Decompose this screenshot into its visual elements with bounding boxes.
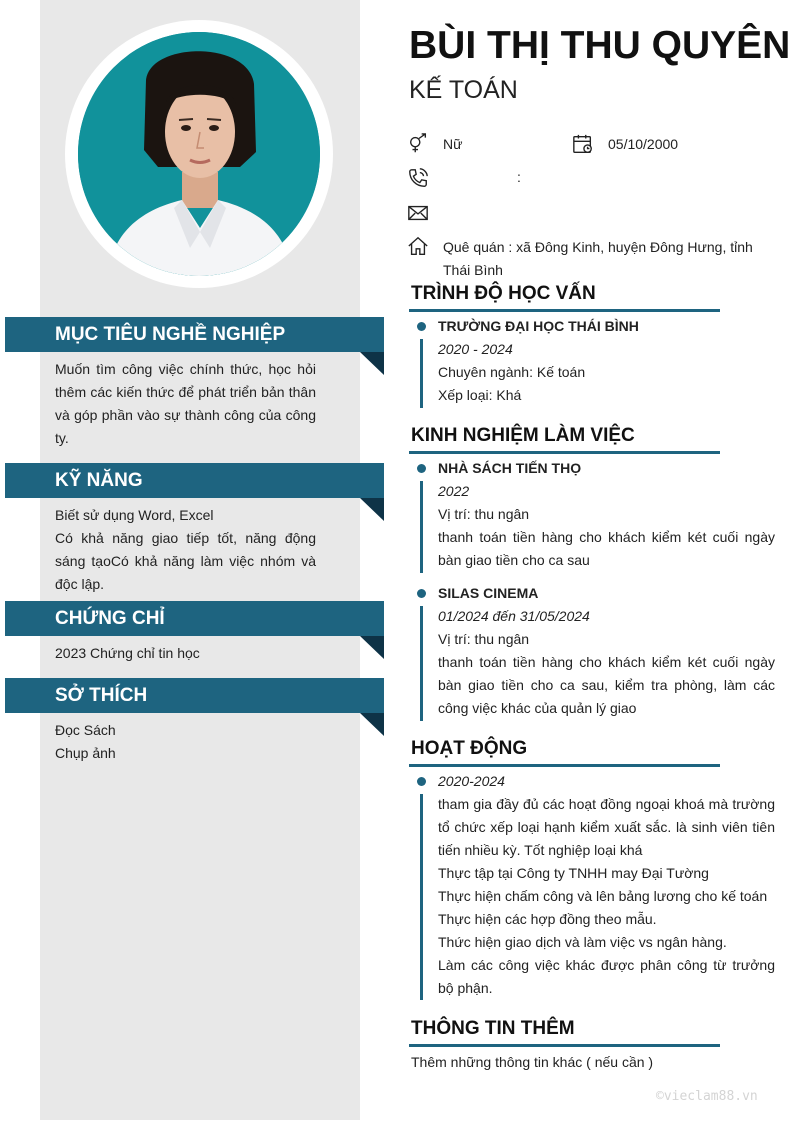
ribbon-fold <box>360 636 384 659</box>
certificate-item: 2023 Chứng chỉ tin học <box>55 645 200 661</box>
extra-title: THÔNG TIN THÊM <box>411 1018 575 1039</box>
experience-detail: Vị trí: thu ngân <box>438 506 530 522</box>
email-icon <box>407 202 429 224</box>
timeline-dot <box>417 464 426 473</box>
skills-title: KỸ NĂNG <box>55 470 143 491</box>
skill-item: Có khả năng giao tiếp tốt, năng động sáng tạoCó khả năng làm việc nhóm và độc lập. <box>55 530 316 592</box>
timeline-dot <box>417 777 426 786</box>
activity-detail: Thực tập tại Công ty TNHH may Đại Tường <box>438 865 709 881</box>
experience-title: KINH NGHIỆM LÀM VIỆC <box>411 425 635 446</box>
avatar <box>78 32 320 276</box>
avatar-portrait <box>78 32 320 276</box>
phone-value: : <box>517 169 521 185</box>
timeline-dot <box>417 589 426 598</box>
section-underline <box>409 309 720 312</box>
ribbon-fold <box>360 498 384 521</box>
education-detail: Chuyên ngành: Kế toán <box>438 364 586 380</box>
gender-icon <box>407 133 429 155</box>
watermark: ©vieclam88.vn <box>656 1089 758 1104</box>
timeline-line <box>420 794 423 1000</box>
school-name: TRƯỜNG ĐẠI HỌC THÁI BÌNH <box>438 318 639 334</box>
activity-detail: tham gia đầy đủ các hoạt đồng ngoại khoá mà trường tổ chức xếp loại hạnh kiểm xuất sắc. là sinh viên tiên tiến nhiều kỳ. Tốt nghiệp loại khá <box>438 796 775 858</box>
education-title: TRÌNH ĐỘ HỌC VẤN <box>411 283 596 304</box>
activity-detail: Thức hiện giao dịch và làm việc vs ngân hàng. <box>438 934 727 950</box>
activity-detail: Thực hiện các hợp đồng theo mẫu. <box>438 911 657 927</box>
objective-title: MỤC TIÊU NGHỀ NGHIỆP <box>55 324 286 345</box>
skills-list <box>55 504 316 596</box>
extra-text: Thêm những thông tin khác ( nếu cần ) <box>411 1054 654 1070</box>
experience-detail: thanh toán tiền hàng cho khách kiểm két cuối ngày bàn giao tiền cho ca sau, kiểm tra phòng, làm các công việc khác của quản lý giao <box>438 654 775 716</box>
timeline-dot <box>417 322 426 331</box>
candidate-name: BÙI THỊ THU QUYÊN <box>409 24 791 67</box>
certificates-list <box>55 642 316 665</box>
skill-item: Biết sử dụng Word, Excel <box>55 507 214 523</box>
activity-period: 2020-2024 <box>438 773 505 789</box>
calendar-icon <box>572 133 594 155</box>
company-name: NHÀ SÁCH TIẾN THỌ <box>438 460 582 476</box>
ribbon-fold <box>360 713 384 736</box>
timeline-line <box>420 339 423 408</box>
experience-item <box>438 457 775 572</box>
activity-detail: Thực hiện chấm công và lên bảng lương cho kế toán <box>438 888 768 904</box>
education-detail: Xếp loại: Khá <box>438 387 522 403</box>
section-underline <box>409 764 720 767</box>
activity-detail: Làm các công việc khác được phân công từ trưởng bộ phận. <box>438 957 775 996</box>
experience-period: 01/2024 đến 31/05/2024 <box>438 608 590 624</box>
hobby-item: Chụp ảnh <box>55 745 116 761</box>
activity-item <box>438 770 775 1000</box>
education-period: 2020 - 2024 <box>438 341 513 357</box>
timeline-line <box>420 481 423 573</box>
job-title: KẾ TOÁN <box>409 76 518 104</box>
gender-value: Nữ <box>443 136 463 152</box>
certificates-title: CHỨNG CHỈ <box>55 608 165 629</box>
hobbies-list <box>55 719 316 765</box>
activities-title: HOẠT ĐỘNG <box>411 738 528 759</box>
hometown-value: Quê quán : xã Đông Kinh, huyện Đông Hưng, tỉnh Thái Bình <box>443 239 753 278</box>
hobby-item: Đọc Sách <box>55 722 116 738</box>
hobbies-title: SỞ THÍCH <box>55 685 148 706</box>
dob-value: 05/10/2000 <box>608 136 679 152</box>
timeline-line <box>420 606 423 721</box>
section-underline <box>409 451 720 454</box>
experience-detail: Vị trí: thu ngân <box>438 631 530 647</box>
ribbon-fold <box>360 352 384 375</box>
experience-detail: thanh toán tiền hàng cho khách kiểm két cuối ngày bàn giao tiền cho ca sau <box>438 529 775 568</box>
objective-text: Muốn tìm công việc chính thức, học hỏi thêm các kiến thức để phát triển bản thân và góp phần vào sự thành công của công ty. <box>55 361 316 446</box>
experience-period: 2022 <box>438 483 470 499</box>
home-icon <box>407 235 429 257</box>
phone-icon <box>407 167 429 189</box>
experience-item <box>438 582 775 720</box>
company-name: SILAS CINEMA <box>438 585 539 601</box>
section-underline <box>409 1044 720 1047</box>
education-item <box>438 315 775 407</box>
